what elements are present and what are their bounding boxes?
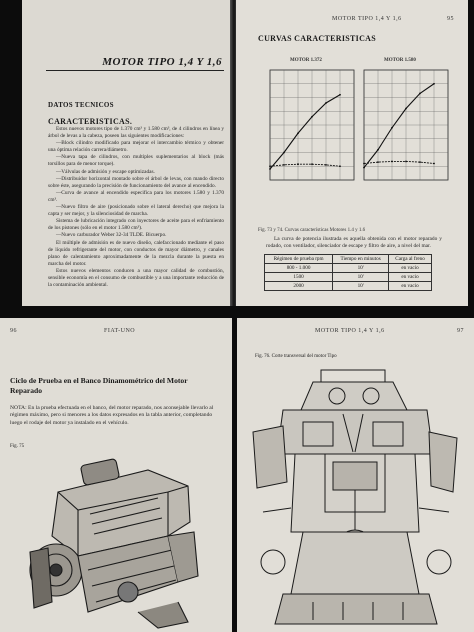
data-point <box>419 92 421 94</box>
data-point <box>283 152 285 154</box>
figure-caption: Fig. 73 y 74. Curvas características Motores 1.4 y 1.6 <box>258 228 366 233</box>
tech-text <box>48 126 224 289</box>
test-cycle-table <box>264 254 432 291</box>
table-cell: en vacio <box>389 282 432 291</box>
table-cell: en vacio <box>389 264 432 273</box>
data-point <box>433 163 435 165</box>
page-bottom-left <box>0 318 232 632</box>
test-cycle-title: Ciclo de Prueba en el Banco Dinamométrico del Motor Reparado <box>10 376 188 395</box>
paragraph: El múltiple de admisión es de nuevo diseño, calefaccionado mediante el paso de líquido refrigerante del motor, con conductos de mayor diámetro, y canales plano de calentamiento aproximadamente de la mezcla durante la puesta en marcha del motor. <box>48 239 224 267</box>
data-point <box>363 163 365 165</box>
data-point <box>325 164 327 166</box>
data-point <box>363 167 365 169</box>
page-top-left <box>22 0 230 306</box>
table-cell: 10' <box>333 264 389 273</box>
table-header-cell: Tiempo en minutos <box>333 255 389 264</box>
data-point <box>297 132 299 134</box>
data-point <box>269 168 271 170</box>
data-point <box>433 83 435 85</box>
paragraph: —Distribuidor horizontal montado sobre el árbol de levas, con mando directo sobre éste, asegurando la precisión de funcionamiento del avance al encendido. <box>48 175 224 189</box>
table-cell: 2000 <box>265 282 333 291</box>
data-point <box>405 161 407 163</box>
data-point <box>419 161 421 163</box>
page-top-right <box>236 0 468 306</box>
table-header-cell: Régimen de prueba rpm <box>265 255 333 264</box>
table-cell: 10' <box>333 273 389 282</box>
paragraph: —Block cilindro modificado para mejorar el intercambio térmico y obtener una óptima relación carrera/diámetro. <box>48 140 224 154</box>
data-point <box>269 165 271 167</box>
data-point <box>391 127 393 129</box>
table-cell: en vacio <box>389 273 432 282</box>
figure-caption: Fig. 76. Corte transversal del motor Tipo <box>255 354 337 359</box>
paragraph: —Nuevo carburador Weber 32-34 TLDE. Bicuerpo. <box>56 232 167 239</box>
figure-label: Fig. 75 <box>10 444 25 449</box>
paragraph: —Nueva tapa de cilindros, con multiples suplementarios al block (más torsillos para de menor torque). <box>48 154 224 168</box>
engine-cross-section-diagram <box>243 362 469 630</box>
table-row <box>265 273 432 282</box>
power-curve-paragraph: La curva de potencia ilustrada es aquella obtenida con el motor reparado y rodado, con ventilador, silenciador de escape y filtro de aire, a nivel del mar. <box>266 236 442 249</box>
series-line <box>364 161 434 163</box>
data-point <box>325 102 327 104</box>
paragraph: Sistema de lubricación integrado con inyectores de aceite para el enfriamiento de los pistones (sólo en el motor 1.580 cm³). <box>48 218 224 232</box>
running-header: MOTOR TIPO 1,4 Y 1,6 <box>315 328 385 334</box>
subheading: CARACTERISTICAS. <box>48 117 133 126</box>
photo-separator <box>0 306 474 318</box>
data-point <box>297 163 299 165</box>
data-point <box>311 163 313 165</box>
paragraph: Estos nuevos elementos conducen a una mayor calidad de combustión, sensible economía en el consumo de combustible y a una importante reducción de la contaminación ambiental. <box>48 267 224 289</box>
paragraph: Estos nuevos motores tipo de 1.370 cm³ y 1.580 cm³, de 4 cilindros en línea y árbol de levas a la cabeza, poseen las siguientes modificaciones: <box>48 126 224 140</box>
series-line <box>364 84 434 168</box>
table-header-row <box>265 255 432 264</box>
data-point <box>283 164 285 166</box>
section-heading: DATOS TECNICOS <box>48 101 114 109</box>
data-point <box>377 149 379 151</box>
page-number: 96 <box>10 328 17 334</box>
page-bottom-right <box>237 318 474 632</box>
data-point <box>311 116 313 118</box>
running-header: MOTOR TIPO 1,4 Y 1,6 <box>332 16 402 22</box>
motor-title: MOTOR TIPO 1,4 Y 1,6 <box>102 56 222 68</box>
chart-left-label: MOTOR 1.372 <box>290 58 322 63</box>
data-point <box>391 161 393 163</box>
performance-curves-chart <box>236 64 468 224</box>
table-cell: 10' <box>333 282 389 291</box>
curves-title: CURVAS CARACTERISTICAS <box>258 34 376 43</box>
data-point <box>377 161 379 163</box>
title-rule <box>46 70 224 71</box>
chart-right-label: MOTOR 1.580 <box>384 58 416 63</box>
table-row <box>265 264 432 273</box>
paragraph: —Válvulas de admisión y escape optimizadas. <box>56 168 155 175</box>
paragraph: —Nuevo filtro de aire (posicionado sobre el lateral derecho) que mejora la capta y ser mejor, y la silenciosidad de marcha. <box>48 204 224 218</box>
table-cell: 800 - 1.000 <box>265 264 333 273</box>
table-header-cell: Carga al freno <box>389 255 432 264</box>
data-point <box>339 165 341 167</box>
series-line <box>270 95 340 169</box>
series-line <box>270 164 340 166</box>
engine-illustration <box>18 452 208 632</box>
data-point <box>405 108 407 110</box>
page-number: 95 <box>447 16 454 22</box>
running-header: FIAT-UNO <box>104 328 136 334</box>
data-point <box>339 94 341 96</box>
table-cell: 1500 <box>265 273 333 282</box>
table-row <box>265 282 432 291</box>
paragraph: —Curva de avance al encendido especifica para los motores 1.580 y 1.370 cm³. <box>48 189 224 203</box>
test-cycle-note: NOTA: En la prueba efectuada en el banco, del motor reparado, nos aconsejable llevarlo al régimen máximo, pero si menores a los datos expresados en la tabla anterior, completando luego el rodaje del motor ya instalado en el vehículo. <box>10 405 214 426</box>
page-number: 97 <box>457 328 464 334</box>
